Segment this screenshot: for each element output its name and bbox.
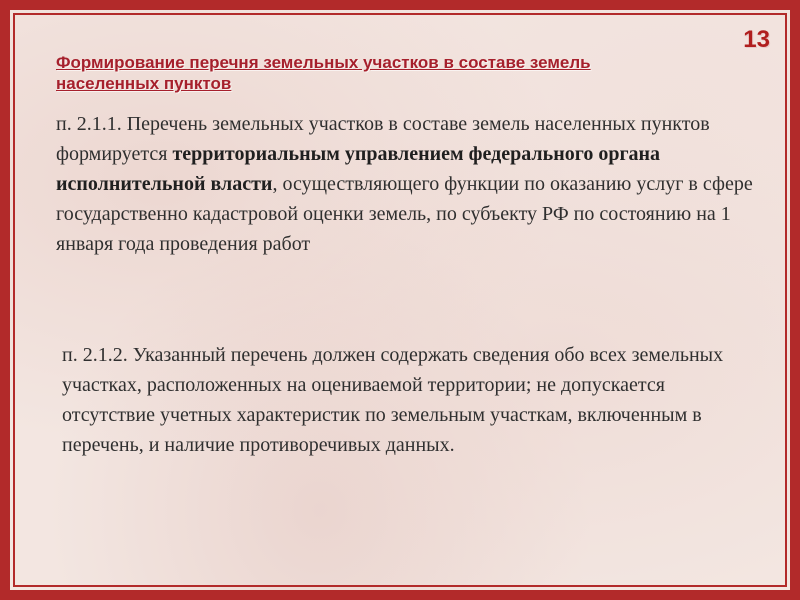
paragraph-2-1-1-start: п. 2.1.1. Перечень земельных участков в составе земель населенных пунктов формируется xyxy=(56,113,710,165)
paragraph-2-1-2: п. 2.1.2. Указанный перечень должен содержать сведения обо всех земельных участках, расположенных на оцениваемой территории; не допускается отсутствие учетных характеристик по земельным участкам, включенным в перечень, и наличие противоречивых данных. xyxy=(62,344,724,456)
paragraph-2-1-1-end: , осуществляющего функции по оказанию услуг в сфере государственно кадастровой оценки земель, по субъекту РФ по состоянию на 1 января года проведения работ xyxy=(56,173,753,255)
paragraph-2-1-1 xyxy=(56,109,780,259)
frame-inner-border xyxy=(13,13,787,587)
slide-title: Формирование перечня земельных участков в составе земель населенных пунктов xyxy=(56,53,591,93)
slide-number: 13 xyxy=(743,26,770,53)
paragraph-2-1-1-bold: территориальным управлением федерального органа исполнительной власти xyxy=(56,143,661,195)
